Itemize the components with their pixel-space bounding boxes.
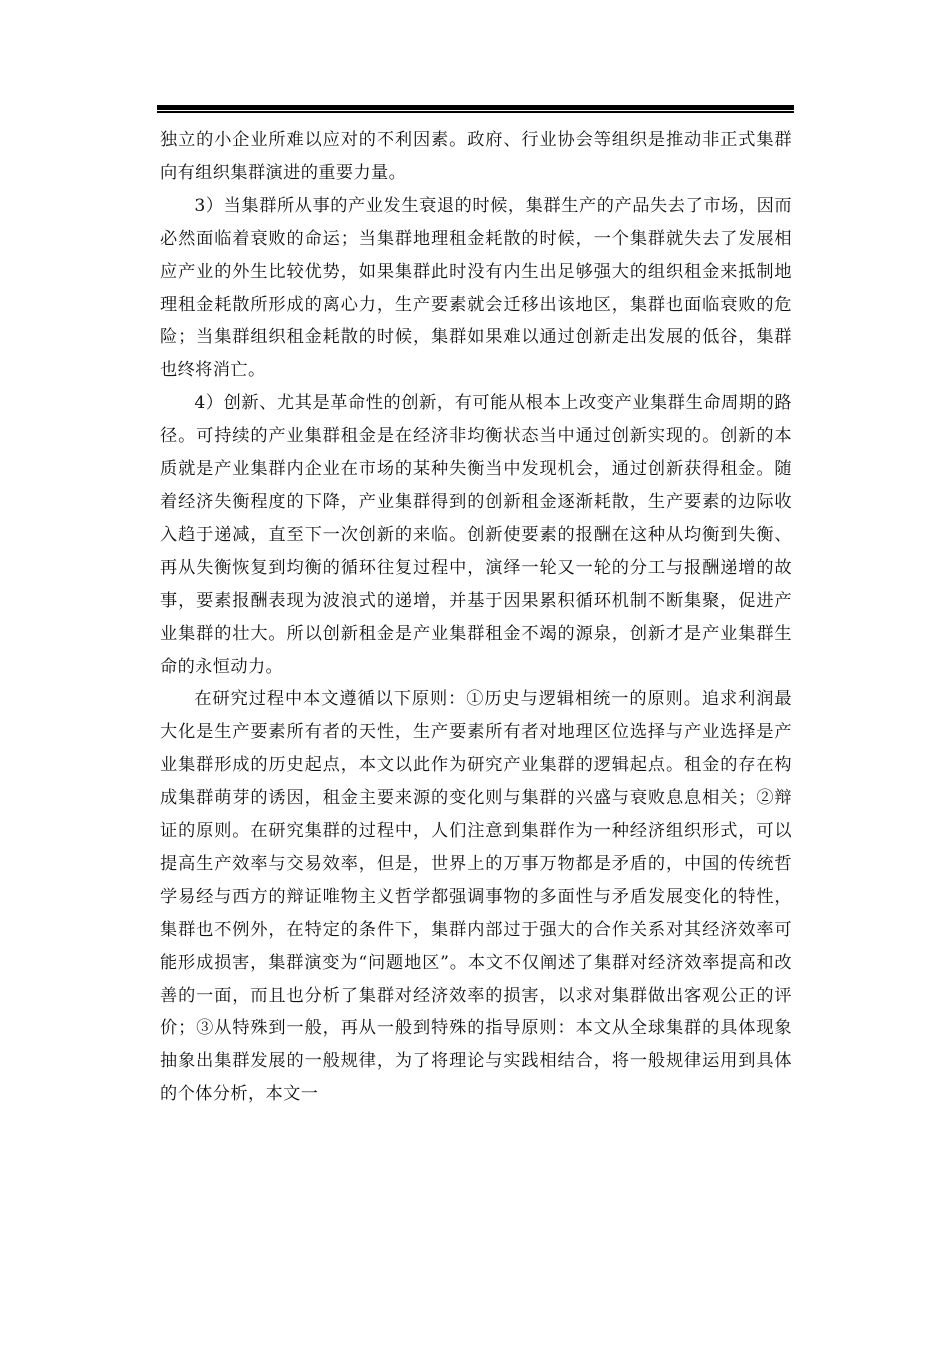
paragraph-continuation: 独立的小企业所难以应对的不利因素。政府、行业协会等组织是推动非正式集群向有组织集群演进的重要力量。 — [160, 130, 792, 183]
header-rule-thick — [157, 105, 794, 110]
header-rule-thin — [157, 111, 794, 113]
paragraph-research-principles: 在研究过程中本文遵循以下原则：①历史与逻辑相统一的原则。追求利润最大化是生产要素所有者的天性，生产要素所有者对地理区位选择与产业选择是产业集群形成的历史起点，本文以此作为研究产业集群的逻辑起点。租金的存在构成集群萌芽的诱因，租金主要来源的变化则与集群的兴盛与衰败息息相关；②辩证的原则。在研究集群的过程中，人们注意到集群作为一种经济组织形式，可以提高生产效率与交易效率，但是，世界上的万事万物都是矛盾的，中国的传统哲学易经与西方的辩证唯物主义哲学都强调事物的多面性与矛盾发展变化的特性，集群也不例外，在特定的条件下，集群内部过于强大的合作关系对其经济效率可能形成损害，集群演变为“问题地区”。本文不仅阐述了集群对经济效率提高和改善的一面，而且也分析了集群对经济效率的损害，以求对集群做出客观公正的评价；③从特殊到一般，再从一般到特殊的指导原则：本文从全球集群的具体现象抽象出集群发展的一般规律，为了将理论与实践相结合，将一般规律运用到具体的个体分析，本文一 — [160, 689, 792, 1105]
paragraph-point-4: 4）创新、尤其是革命性的创新，有可能从根本上改变产业集群生命周期的路径。可持续的产业集群租金是在经济非均衡状态当中通过创新实现的。创新的本质就是产业集群内企业在市场的某种失衡当中发现机会，通过创新获得租金。随着经济失衡程度的下降，产业集群得到的创新租金逐渐耗散，生产要素的边际收入趋于递减，直至下一次创新的来临。创新使要素的报酬在这种从均衡到失衡、再从失衡恢复到均衡的循环往复过程中，演绎一轮又一轮的分工与报酬递增的故事，要素报酬表现为波浪式的递增，并基于因果累积循环机制不断集聚，促进产业集群的壮大。所以创新租金是产业集群租金不竭的源泉，创新才是产业集群生命的永恒动力。 — [160, 393, 792, 677]
page-body — [160, 124, 792, 1111]
paragraph-point-3: 3）当集群所从事的产业发生衰退的时候，集群生产的产品失去了市场，因而必然面临着衰败的命运；当集群地理租金耗散的时候，一个集群就失去了发展相应产业的外生比较优势，如果集群此时没有内生出足够强大的组织租金来抵制地理租金耗散所形成的离心力，生产要素就会迁移出该地区，集群也面临衰败的危险；当集群组织租金耗散的时候，集群如果难以通过创新走出发展的低谷，集群也终将消亡。 — [160, 195, 792, 381]
